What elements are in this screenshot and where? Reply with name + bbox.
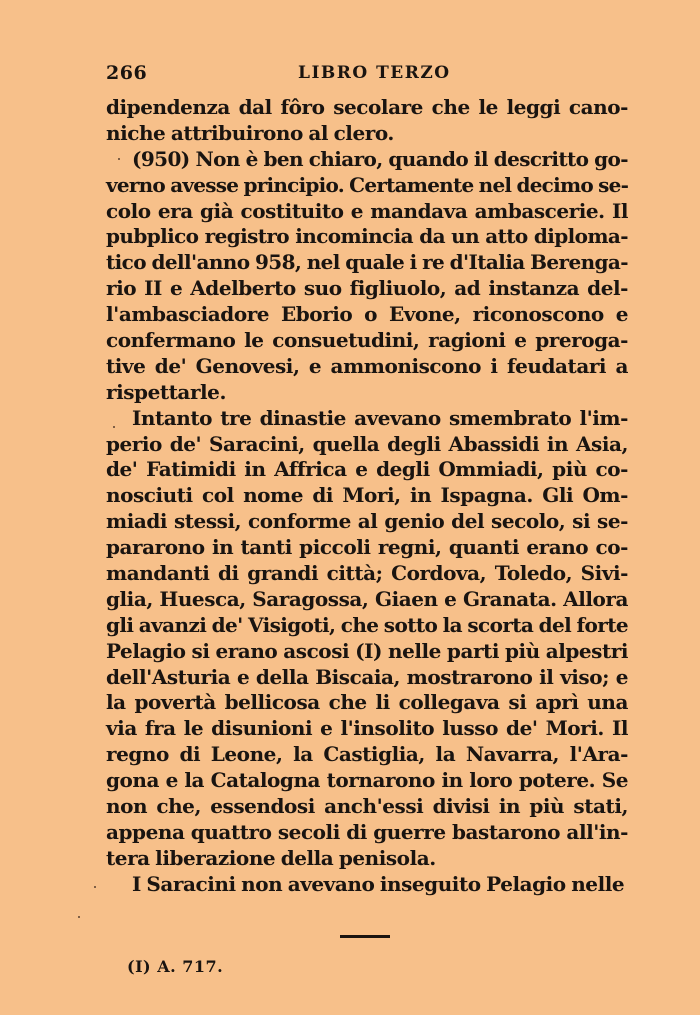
text-line: appena quattro secoli di guerre bastarono all'in- — [106, 819, 628, 844]
text-line: pubplico registro incomincia da un atto diploma- — [106, 224, 628, 249]
text-line: nosciuti col nome di Mori, in Ispagna. Gli Om- — [106, 483, 628, 508]
text-line: Pelagio si erano ascosi (I) nelle parti più alpestri — [106, 638, 628, 663]
text-line: la povertà bellicosa che li collegava si aprì una — [106, 690, 628, 715]
text-line: dipendenza dal fôro secolare che le leggi cano- — [106, 95, 628, 119]
text-line: Intanto tre dinastie avevano smembrato l'im- — [132, 405, 628, 430]
footnote-rule — [340, 935, 390, 938]
text-line: regno di Leone, la Castiglia, la Navarra, l'Ara- — [106, 742, 628, 767]
body-text — [106, 95, 628, 898]
text-line: mandanti di grandi città; Cordova, Toledo, Sivi- — [106, 561, 628, 586]
text-line: rio II e Adelberto suo figliuolo, ad instanza del- — [106, 276, 628, 301]
text-line: via fra le disunioni e l'insolito lusso de' Mori. Il — [106, 716, 628, 741]
text-line: verno avesse principio. Certamente nel decimo se- — [106, 172, 629, 197]
text-line: gona e la Catalogna tornarono in loro potere. Se — [106, 768, 628, 793]
text-line: glia, Huesca, Saragossa, Giaen e Granata. Allora — [106, 586, 628, 611]
text-line: l'ambasciadore Eborio o Evone, riconoscono e — [106, 302, 628, 327]
text-line: dell'Asturia e della Biscaia, mostrarono il viso; e — [106, 664, 628, 689]
text-line: de' Fatimidi in Affrica e degli Ommiadi, più co- — [106, 457, 628, 482]
text-line: non che, essendosi anch'essi divisi in più stati, — [106, 794, 628, 819]
text-line: I Saracini non avevano inseguito Pelagio nelle — [132, 871, 625, 896]
print-speck — [94, 886, 96, 888]
page-number: 266 — [106, 62, 148, 84]
print-speck — [113, 426, 115, 428]
print-speck — [118, 158, 120, 160]
text-line: rispettarle. — [106, 379, 226, 404]
running-head — [106, 62, 628, 90]
text-line: tico dell'anno 958, nel quale i re d'Italia Berenga- — [106, 250, 628, 275]
text-line: confermano le consuetudini, ragioni e preroga- — [106, 328, 628, 353]
text-line: (950) Non è ben chiaro, quando il descritto go- — [132, 146, 628, 171]
text-line: colo era già costituito e mandava ambascerie. Il — [106, 198, 628, 223]
text-line: niche attribuirono al clero. — [106, 120, 394, 145]
running-title: LIBRO TERZO — [298, 63, 451, 83]
text-line: gli avanzi de' Visigoti, che sotto la scorta del forte — [106, 612, 628, 637]
footnote: (I) A. 717. — [127, 957, 224, 976]
print-speck — [78, 916, 80, 918]
text-line: tera liberazione della penisola. — [106, 845, 436, 870]
text-line: miadi stessi, conforme al genio del secolo, si se- — [106, 509, 628, 534]
text-line: tive de' Genovesi, e ammoniscono i feudatari a — [106, 353, 628, 378]
text-line: pararono in tanti piccoli regni, quanti erano co- — [106, 535, 628, 560]
text-line: perio de' Saracini, quella degli Abassidi in Asia, — [106, 431, 628, 456]
